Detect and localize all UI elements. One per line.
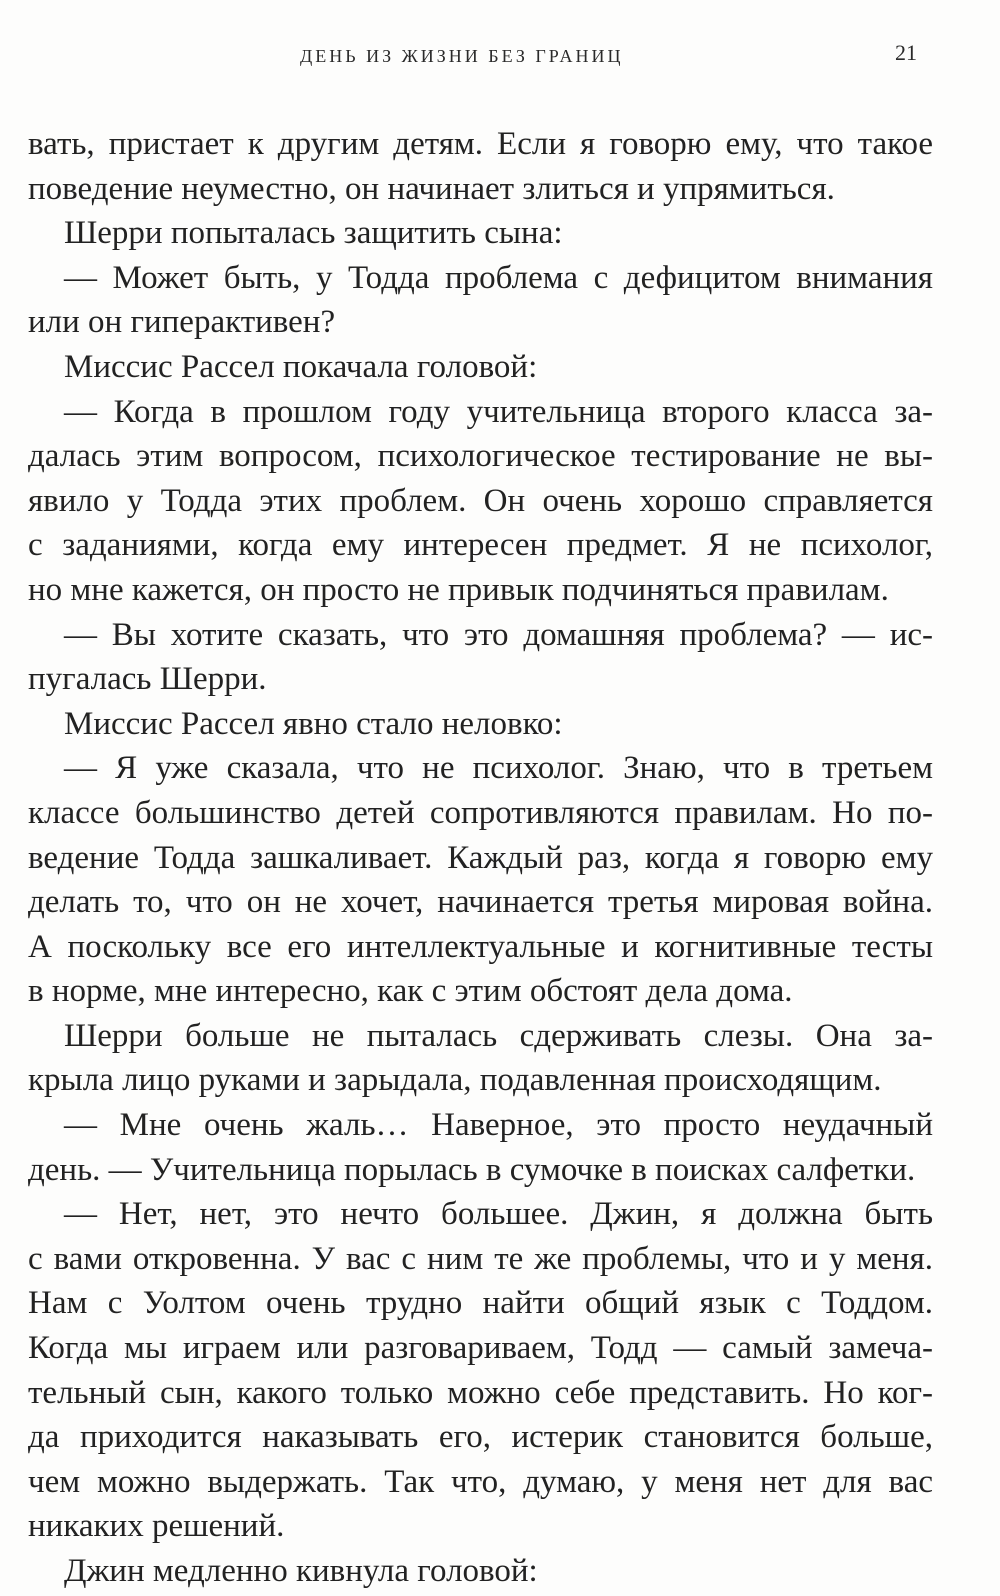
- text-line: классе большинство детей сопротивляются правилам. Но по-: [28, 794, 933, 831]
- text-line: вать, пристает к другим детям. Если я говорю ему, что такое: [28, 126, 933, 162]
- text-line: но мне кажется, он просто не привык подчиняться правилам.: [28, 571, 889, 608]
- text-line: — Когда в прошлом году учительница второго класса за-: [64, 393, 933, 430]
- text-line: делать то, что он не хочет, начинается третья мировая война.: [28, 884, 933, 921]
- text-line: — Я уже сказала, что не психолог. Знаю, что в третьем: [64, 750, 933, 787]
- text-line: Джин медленно кивнула головой:: [64, 1553, 538, 1589]
- page-number: 21: [895, 40, 917, 65]
- text-line: Миссис Рассел покачала головой:: [64, 348, 538, 385]
- text-line: с заданиями, когда ему интересен предмет. Я не психолог,: [28, 527, 933, 564]
- text-line: да приходится наказывать его, истерик становится больше,: [28, 1419, 933, 1456]
- text-line: — Мне очень жаль… Наверное, это просто неудачный: [64, 1107, 933, 1144]
- text-line: никаких решений.: [28, 1508, 285, 1545]
- text-line: — Может быть, у Тодда проблема с дефицитом внимания: [64, 259, 933, 296]
- text-line: — Вы хотите сказать, что это домашняя проблема? — ис-: [64, 616, 933, 653]
- text-line: с вами откровенна. У вас с ним те же проблемы, что и у меня.: [28, 1240, 933, 1277]
- text-line: явило у Тодда этих проблем. Он очень хорошо справляется: [28, 482, 933, 519]
- text-line: А поскольку все его интеллектуальные и когнитивные тесты: [28, 928, 933, 965]
- text-line: Миссис Рассел явно стало неловко:: [64, 705, 563, 742]
- text-line: ведение Тодда зашкаливает. Каждый раз, когда я говорю ему: [28, 839, 933, 876]
- text-line: чем можно выдержать. Так что, думаю, у меня нет для вас: [28, 1463, 933, 1500]
- running-head-title: ДЕНЬ ИЗ ЖИЗНИ БЕЗ ГРАНИЦ: [300, 46, 624, 66]
- text-line: день. — Учительница порылась в сумочке в поисках салфетки.: [28, 1151, 916, 1188]
- text-line: Когда мы играем или разговариваем, Тодд — самый замеча-: [28, 1330, 933, 1367]
- text-line: поведение неуместно, он начинает злиться и упрямиться.: [28, 170, 835, 207]
- body-text: [28, 122, 933, 1594]
- text-line: крыла лицо руками и зарыдала, подавленная происходящим.: [28, 1062, 882, 1099]
- text-line: Шерри больше не пыталась сдерживать слезы. Она за-: [64, 1017, 933, 1054]
- text-line: далась этим вопросом, психологическое тестирование не вы-: [28, 438, 933, 475]
- text-line: пугалась Шерри.: [28, 661, 267, 698]
- text-line: тельный сын, какого только можно себе представить. Но ког-: [28, 1374, 933, 1411]
- text-line: или он гиперактивен?: [28, 304, 336, 341]
- text-line: Шерри попыталась защитить сына:: [64, 215, 563, 252]
- text-line: в норме, мне интересно, как с этим обстоят дела дома.: [28, 973, 793, 1010]
- text-line: — Нет, нет, это нечто большее. Джин, я должна быть: [64, 1196, 933, 1233]
- text-line: Нам с Уолтом очень трудно найти общий язык с Тоддом.: [28, 1285, 933, 1322]
